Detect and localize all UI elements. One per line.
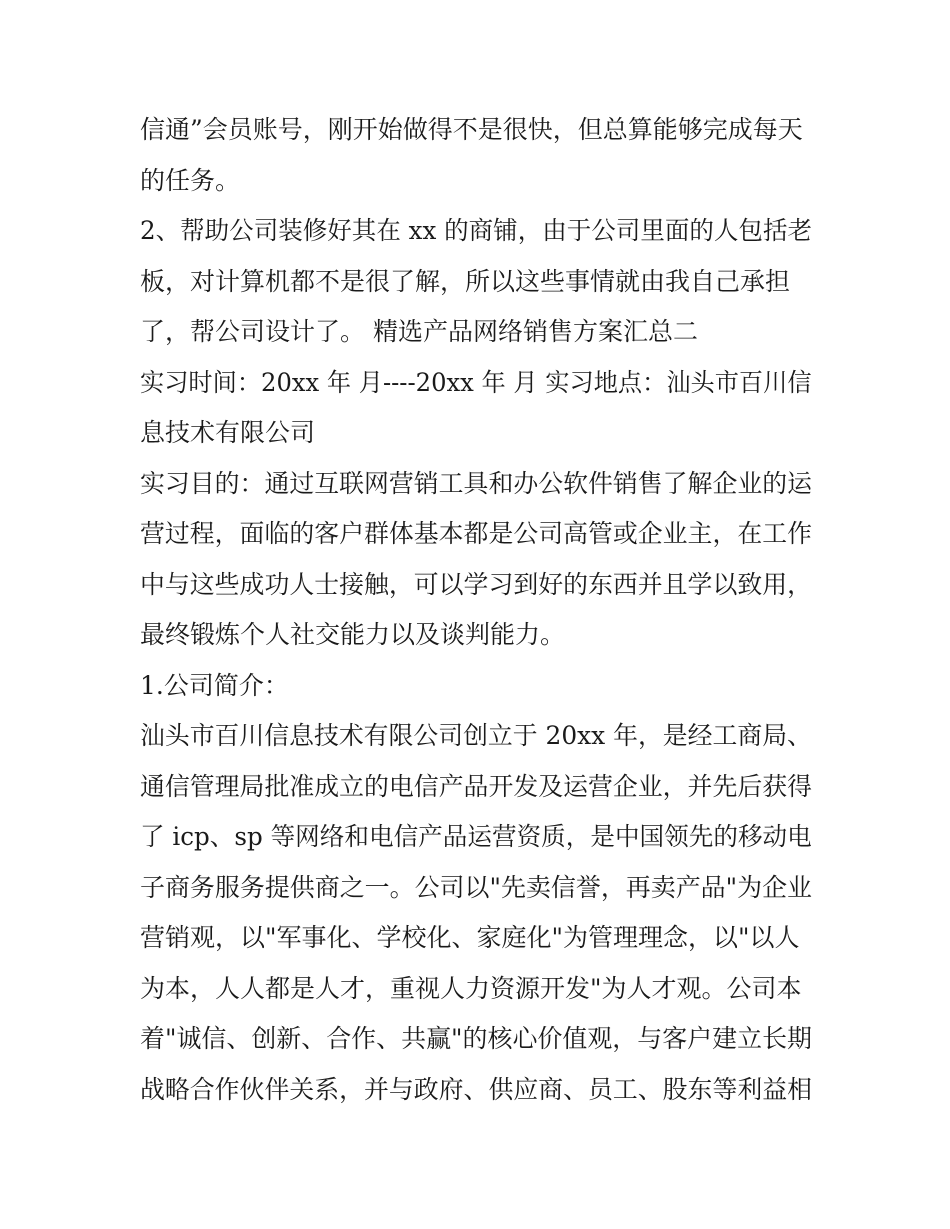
text-line: 了，帮公司设计了。 精选产品网络销售方案汇总二	[140, 317, 698, 346]
text-line: 的任务。	[140, 166, 241, 195]
text-line: 了 icp、sp 等网络和电信产品运营资质，是中国领先的移动电	[140, 822, 812, 851]
text-line: 营过程，面临的客户群体基本都是公司高管或企业主，在工作	[140, 519, 813, 548]
text-line: 战略合作伙伴关系，并与政府、供应商、员工、股东等利益相	[140, 1075, 813, 1104]
text-line: 子商务服务提供商之一。公司以"先卖信誉，再卖产品"为企业	[140, 873, 813, 902]
text-line: 通信管理局批准成立的电信产品开发及运营企业，并先后获得	[140, 772, 813, 801]
text-line: 营销观，以"军事化、学校化、家庭化"为管理理念，以"以人	[140, 923, 800, 952]
text-line: 实习时间：20xx 年 月----20xx 年 月 实习地点：汕头市百川信	[140, 368, 812, 397]
text-line: 中与这些成功人士接触，可以学习到好的东西并且学以致用，	[140, 570, 813, 599]
text-line: 为本，人人都是人才，重视人力资源开发"为人才观。公司本	[140, 974, 802, 1003]
text-line: 信通”会员账号，刚开始做得不是很快，但总算能够完成每天	[140, 115, 803, 144]
text-line: 板，对计算机都不是很了解，所以这些事情就由我自己承担	[140, 267, 791, 296]
text-line: 息技术有限公司	[140, 418, 316, 447]
text-line: 实习目的：通过互联网营销工具和办公软件销售了解企业的运	[140, 469, 813, 498]
section-heading: 1.公司简介：	[140, 671, 289, 700]
text-line: 最终锻炼个人社交能力以及谈判能力。	[140, 620, 566, 649]
text-line: 着"诚信、创新、合作、共赢"的核心价值观，与客户建立长期	[140, 1024, 813, 1053]
text-line: 汕头市百川信息技术有限公司创立于 20xx 年，是经工商局、	[140, 721, 812, 750]
text-line: 2、帮助公司装修好其在 xx 的商铺，由于公司里面的人包括老	[140, 216, 812, 245]
